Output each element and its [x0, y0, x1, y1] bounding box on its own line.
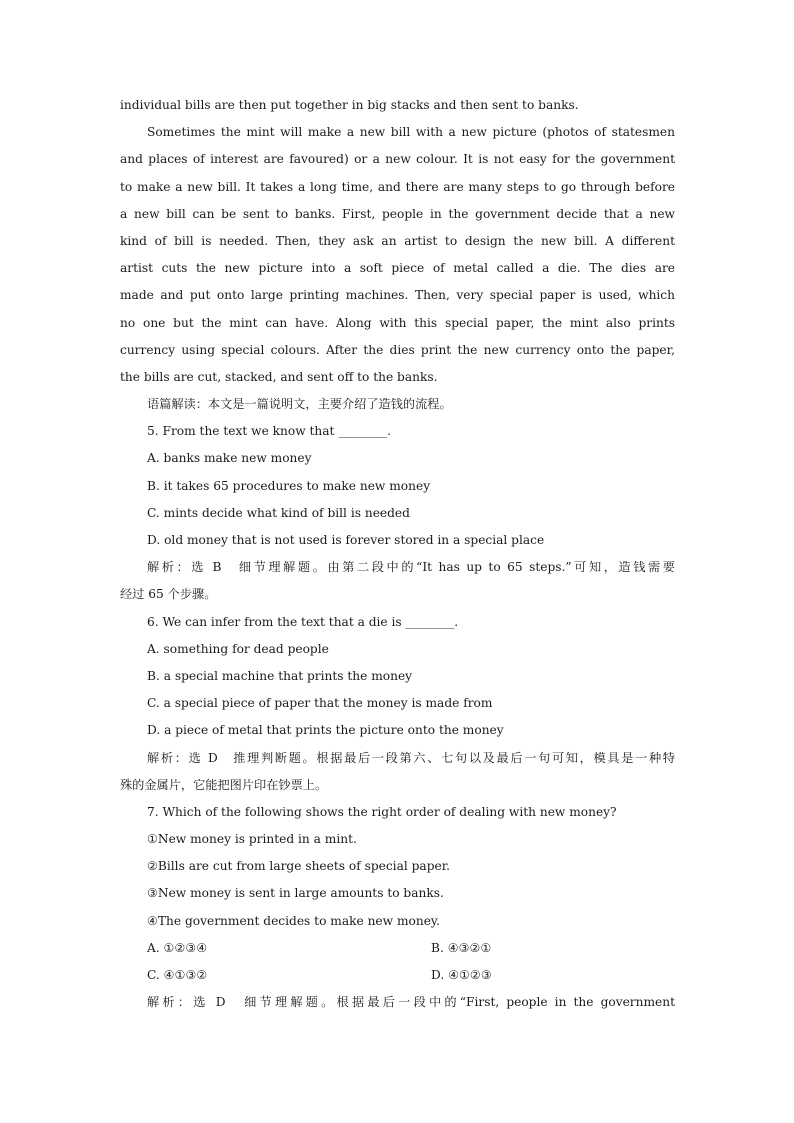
option-a: A. banks make new money — [147, 451, 312, 466]
reading-note: 语篇解读：本文是一篇说明文，主要介绍了造钱的流程。 — [147, 397, 452, 412]
statement-line: ③New money is sent in large amounts to banks. — [147, 886, 444, 901]
option-c: C. mints decide what kind of bill is needed — [147, 505, 410, 520]
statement-line: ④The government decides to make new money. — [147, 913, 441, 928]
question-5 — [120, 418, 675, 608]
option-d: D. ④①②③ — [431, 968, 492, 982]
paragraph-line: and places of interest are favoured) or a new colour. It is not easy for the government — [120, 152, 675, 167]
statement-line: ①New money is printed in a mint. — [147, 832, 357, 847]
question-7 — [120, 799, 675, 1017]
option-a: A. ①②③④ — [147, 940, 208, 955]
analysis-line: 解析：选 D 细节理解题。根据最后一段中的“First, people in the government — [147, 995, 675, 1010]
option-a: A. something for dead people — [147, 641, 329, 656]
option-b: B. ④③②① — [431, 940, 492, 955]
option-c: C. ④①③② — [147, 968, 208, 982]
analysis-line: 解析：选 B 细节理解题。由第二段中的“It has up to 65 steps.”可知，造钱需要 — [147, 560, 675, 575]
paragraph-line: the bills are cut, stacked, and sent off to the banks. — [120, 369, 438, 384]
passage-paragraph — [120, 119, 675, 391]
question-stem: 6. We can infer from the text that a die is ________. — [147, 614, 459, 629]
paragraph-line: Sometimes the mint will make a new bill with a new picture (photos of statesmen — [147, 125, 675, 140]
option-c: C. a special piece of paper that the money is made from — [147, 696, 493, 711]
choices-row-1 — [120, 935, 675, 962]
paragraph-line: kind of bill is needed. Then, they ask an artist to design the new bill. A different — [120, 233, 675, 248]
passage-intro-line: individual bills are then put together in big stacks and then sent to banks. — [120, 98, 579, 112]
question-stem: 7. Which of the following shows the right order of dealing with new money? — [147, 804, 617, 819]
analysis-line: 解析：选 D 推理判断题。根据最后一段第六、七句以及最后一句可知，模具是一种特 — [147, 750, 675, 765]
choices-row-2 — [120, 962, 675, 989]
option-d: D. a piece of metal that prints the picture onto the money — [147, 723, 504, 738]
question-stem: 5. From the text we know that ________. — [147, 424, 391, 439]
paragraph-line: no one but the mint can have. Along with this special paper, the mint also prints — [120, 315, 675, 330]
paragraph-line: a new bill can be sent to banks. First, people in the government decide that a new — [120, 206, 675, 221]
paragraph-line: artist cuts the new picture into a soft piece of metal called a die. The dies are — [120, 261, 675, 276]
question-6 — [120, 609, 675, 799]
statement-line: ②Bills are cut from large sheets of special paper. — [147, 859, 451, 874]
analysis-line: 经过 65 个步骤。 — [120, 587, 217, 602]
option-b: B. a special machine that prints the money — [147, 668, 413, 683]
paragraph-line: made and put onto large printing machines. Then, very special paper is used, which — [120, 288, 675, 303]
analysis-line: 殊的金属片，它能把图片印在钞票上。 — [120, 777, 328, 792]
option-b: B. it takes 65 procedures to make new money — [147, 478, 431, 493]
option-d: D. old money that is not used is forever stored in a special place — [147, 533, 545, 547]
paragraph-line: currency using special colours. After the dies print the new currency onto the paper, — [120, 342, 675, 357]
page-content — [120, 92, 675, 1016]
paragraph-line: to make a new bill. It takes a long time, and there are many steps to go through before — [120, 179, 675, 194]
